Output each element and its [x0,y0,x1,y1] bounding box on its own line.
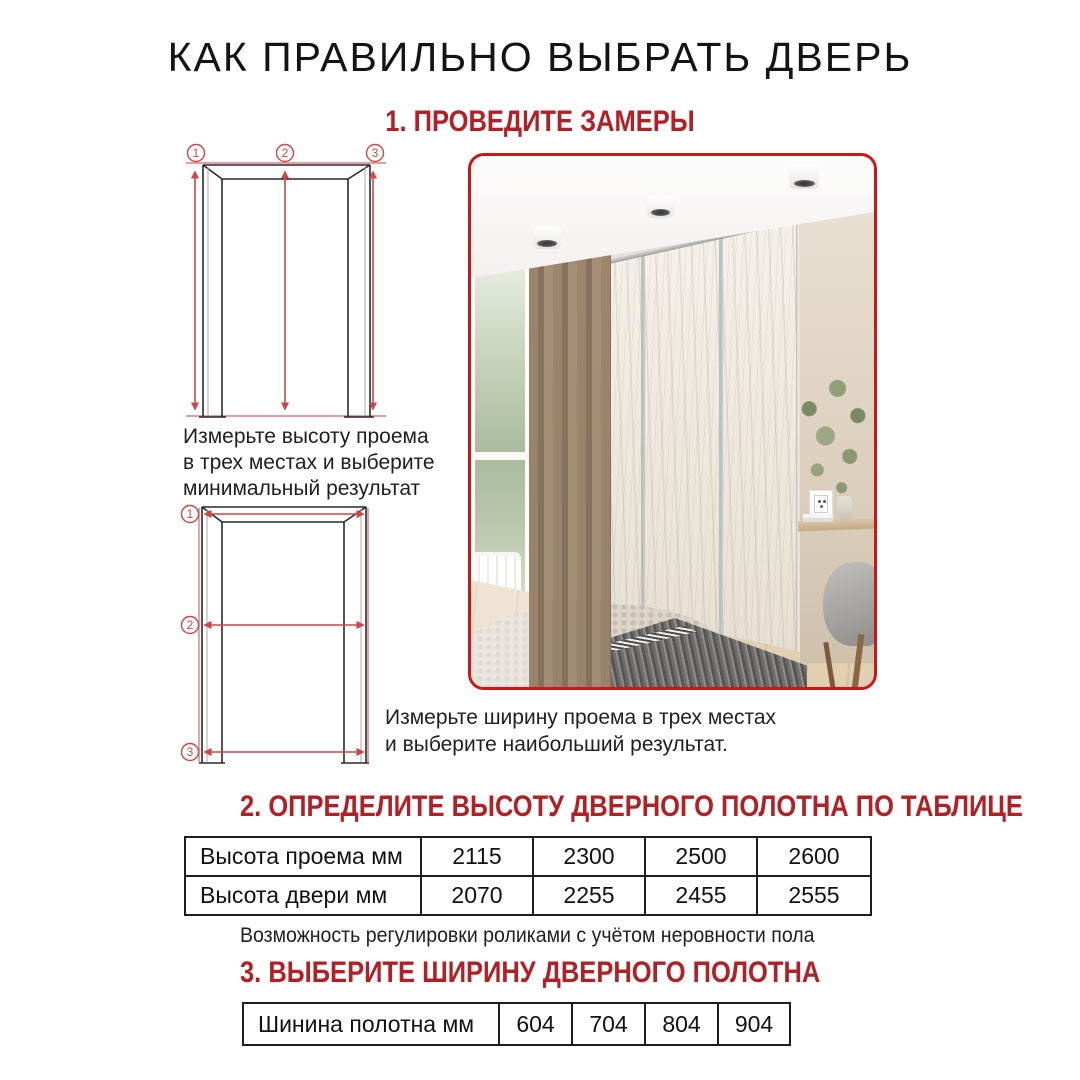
height-measure-caption [183,424,435,502]
photo-ceiling-light [789,164,819,189]
photo-plant [793,368,874,504]
row-label-cell: Высота двери мм [185,876,421,915]
section-3-heading: 3. ВЫБЕРИТЕ ШИРИНУ ДВЕРНОГО ПОЛОТНА [240,956,821,989]
width-measurement-diagram [178,500,378,775]
photo-curtain [529,204,611,690]
table-row [185,876,871,915]
table-cell: 2500 [645,837,757,876]
table-row [185,837,871,876]
measure-point-markers [182,506,199,761]
table-cell: 2555 [757,876,871,915]
table-cell: 904 [718,1003,790,1045]
door-frame-inner-face [208,167,365,416]
height-measurement-diagram [180,142,392,426]
photo-chair [823,562,877,646]
door-frame-outline [199,507,369,763]
marker-1-label: 1 [186,507,194,521]
measure-point-markers [188,145,384,162]
photo-books [803,514,833,522]
marker-1-label: 1 [192,146,200,160]
interior-photo [468,153,877,690]
photo-sliding-door-right [721,220,798,657]
rollers-note: Возможность регулировки роликами с учётом неровности пола [240,924,815,947]
photo-sliding-door-middle [643,220,721,657]
table-cell: 2455 [645,876,757,915]
table-cell: 604 [499,1003,572,1045]
door-frame-inner-face [207,509,361,762]
width-arrows [205,514,363,752]
width-measure-caption [385,704,776,758]
table-row [243,1003,790,1045]
caption-line: Измерьте ширину проема в трех местах [385,706,777,729]
marker-3-label: 3 [186,745,194,759]
door-height-table [184,836,872,916]
marker-3-label: 3 [371,146,379,160]
table-cell: 2255 [533,876,645,915]
table-cell: 2115 [421,837,533,876]
table-cell: 2600 [757,837,871,876]
marker-2-label: 2 [186,618,194,632]
caption-line: в трех местах и выберите [183,451,435,474]
table-cell: 2300 [533,837,645,876]
row-label-cell: Шинина полотна мм [243,1003,499,1045]
marker-2-label: 2 [281,146,289,160]
table-cell: 2070 [421,876,533,915]
photo-vase [837,496,852,522]
photo-ceiling-light [647,196,674,218]
caption-line: и выберите наибольший результат. [385,733,728,756]
photo-ceiling-light [533,226,561,249]
caption-line: Измерьте высоту проема [183,425,429,448]
section-2-heading: 2. ОПРЕДЕЛИТЕ ВЫСОТУ ДВЕРНОГО ПОЛОТНА ПО ТАБЛИЦЕ [240,790,1023,823]
door-frame-outline [199,165,374,417]
page-title: КАК ПРАВИЛЬНО ВЫБРАТЬ ДВЕРЬ [167,34,913,80]
section-1-heading: 1. ПРОВЕДИТЕ ЗАМЕРЫ [385,105,695,138]
row-label-cell: Высота проема мм [185,837,421,876]
table-cell: 804 [645,1003,718,1045]
door-width-table [242,1002,791,1046]
caption-line: минимальный результат [183,477,421,500]
table-cell: 704 [572,1003,645,1045]
